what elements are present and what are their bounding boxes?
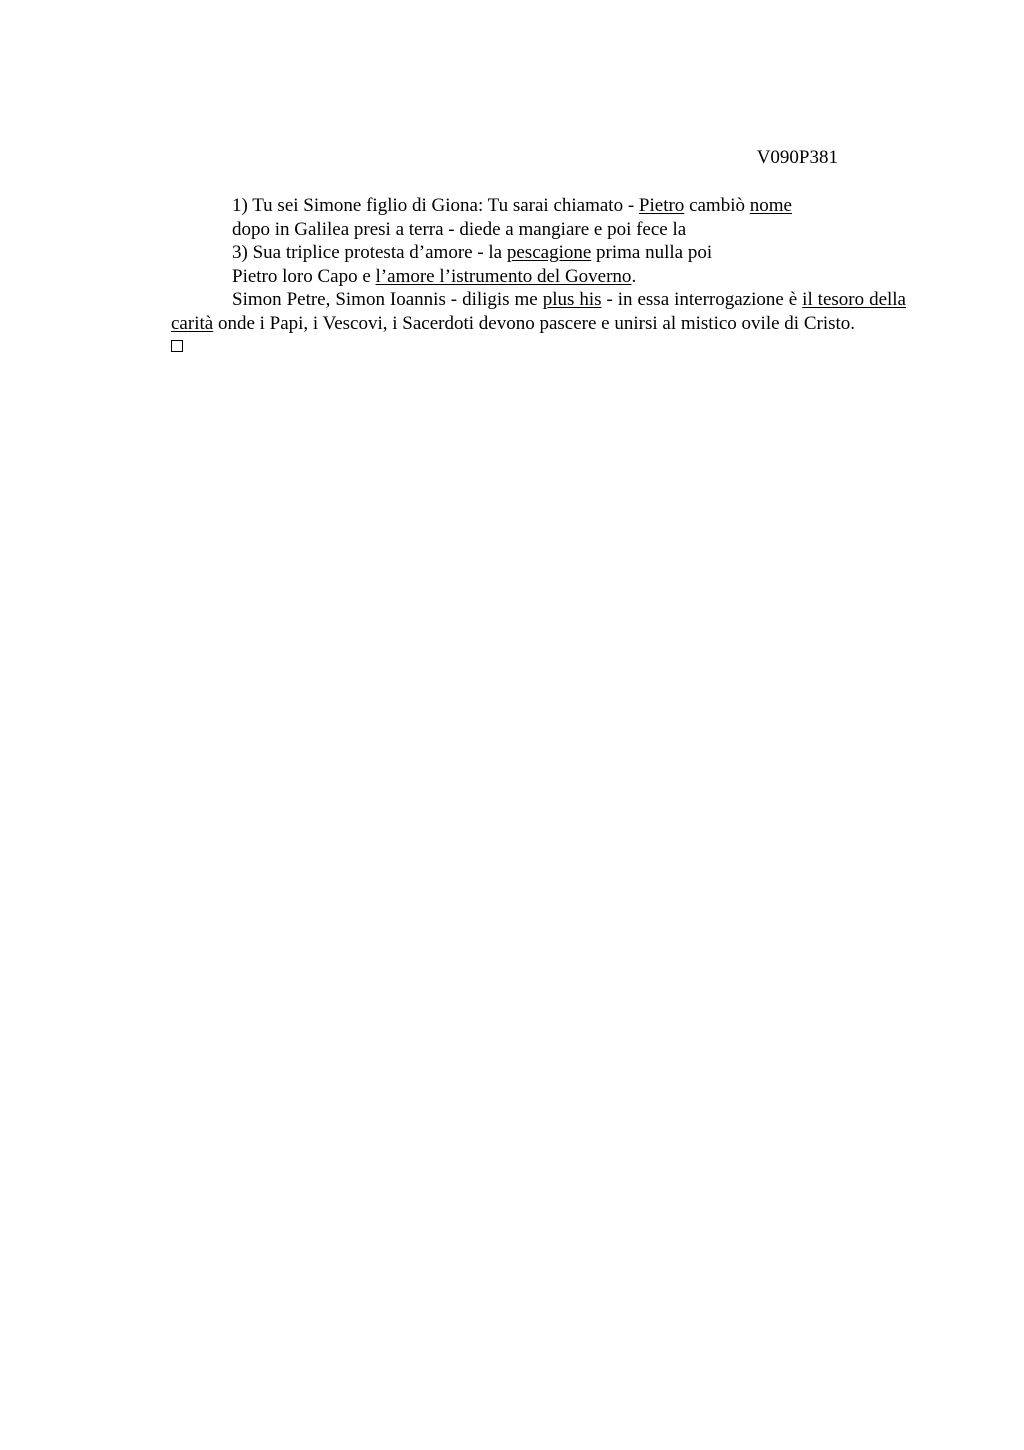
text-line-3 [171,241,906,265]
line-1-text-b: cambiò [684,195,750,216]
text-line-1 [171,194,906,218]
text-line-4 [171,265,906,289]
paragraph-simon-petre [171,288,906,335]
underlined-pescagione: pescagione [506,242,592,263]
line-4-text-b: . [631,265,637,287]
underlined-plus-his: plus his [542,289,602,310]
para-text-c: onde i Papi, i Vescovi, i Sacerdoti devono pascere e unirsi al mistico ovile di Cristo. [213,312,856,334]
underlined-amore-governo: l’amore l’istrumento del Governo [375,265,632,287]
line-4-text-a: Pietro loro Capo e [232,265,376,287]
para-text-b: - in essa interrogazione è [601,289,803,310]
line-3-text-a: 3) Sua triplice protesta d’amore - la [232,242,507,263]
line-2-text: dopo in Galilea presi a terra - diede a mangiare e poi fece la [232,218,687,240]
checkbox-glyph-icon [171,335,906,359]
underlined-nome: nome [749,195,792,216]
document-body [171,194,906,359]
text-line-2 [171,218,906,242]
para-text-a: Simon Petre, Simon Ioannis - diligis me [232,289,543,310]
line-3-text-b: prima nulla poi [591,242,713,263]
underlined-tesoro-carita: il tesoro della carità [171,289,906,334]
line-1-text-a: 1) Tu sei Simone figlio di Giona: Tu sarai chiamato - [232,195,639,216]
underlined-pietro: Pietro [638,195,685,216]
page-id: V090P381 [756,147,838,168]
